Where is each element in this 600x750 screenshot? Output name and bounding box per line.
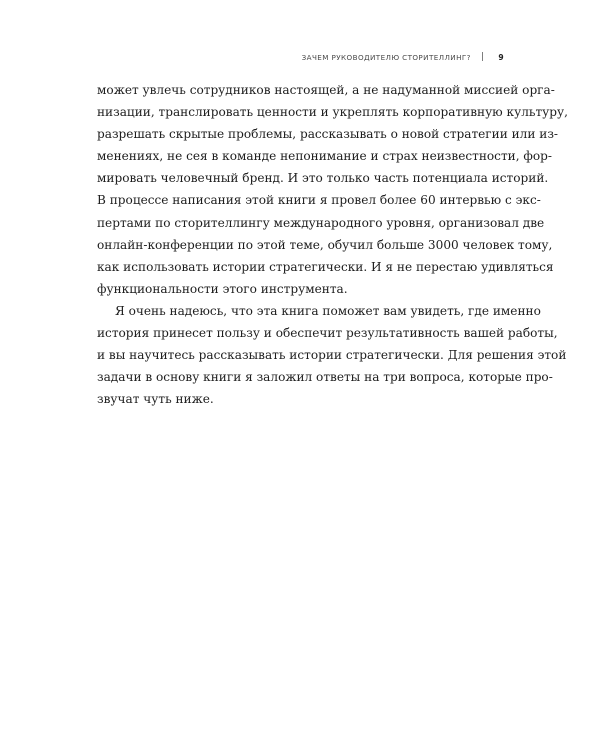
text-line: низации, транслировать ценности и укреплять корпоративную культуру, xyxy=(97,105,569,120)
text-line: задачи в основу книги я заложил ответы на три вопроса, которые про- xyxy=(97,370,553,385)
running-head xyxy=(302,52,504,62)
text-line: онлайн-конференции по этой теме, обучил больше 3000 человек тому, xyxy=(97,237,553,252)
text-line: функциональности этого инструмента. xyxy=(97,281,348,296)
text-line: пертами по сторителлингу международного уровня, организовал две xyxy=(97,215,545,230)
body-text xyxy=(97,79,569,410)
text-line: Я очень надеюсь, что эта книга поможет вам увидеть, где именно xyxy=(115,303,541,318)
text-line: может увлечь сотрудников настоящей, а не надуманной миссией орга- xyxy=(97,83,555,97)
text-line: звучат чуть ниже. xyxy=(97,392,214,407)
header-separator: | xyxy=(480,52,485,62)
text-line: разрешать скрытые проблемы, рассказывать о новой стратегии или из- xyxy=(97,127,559,142)
chapter-title: ЗАЧЕМ РУКОВОДИТЕЛЮ СТОРИТЕЛЛИНГ? xyxy=(301,52,471,62)
text-line: В процессе написания этой книги я провел более 60 интервью с экс- xyxy=(97,193,541,208)
paragraph xyxy=(97,300,567,410)
paragraph xyxy=(97,79,569,300)
text-line: менениях, не сея в команде непонимание и страх неизвестности, фор- xyxy=(97,149,552,164)
text-line: история принесет пользу и обеспечит результативность вашей работы, xyxy=(97,326,558,341)
text-line: мировать человечный бренд. И это только часть потенциала историй. xyxy=(97,171,549,186)
text-line: и вы научитесь рассказывать истории стратегически. Для решения этой xyxy=(97,348,567,363)
text-line: как использовать истории стратегически. И я не перестаю удивляться xyxy=(97,259,554,274)
page-number: 9 xyxy=(498,52,504,62)
